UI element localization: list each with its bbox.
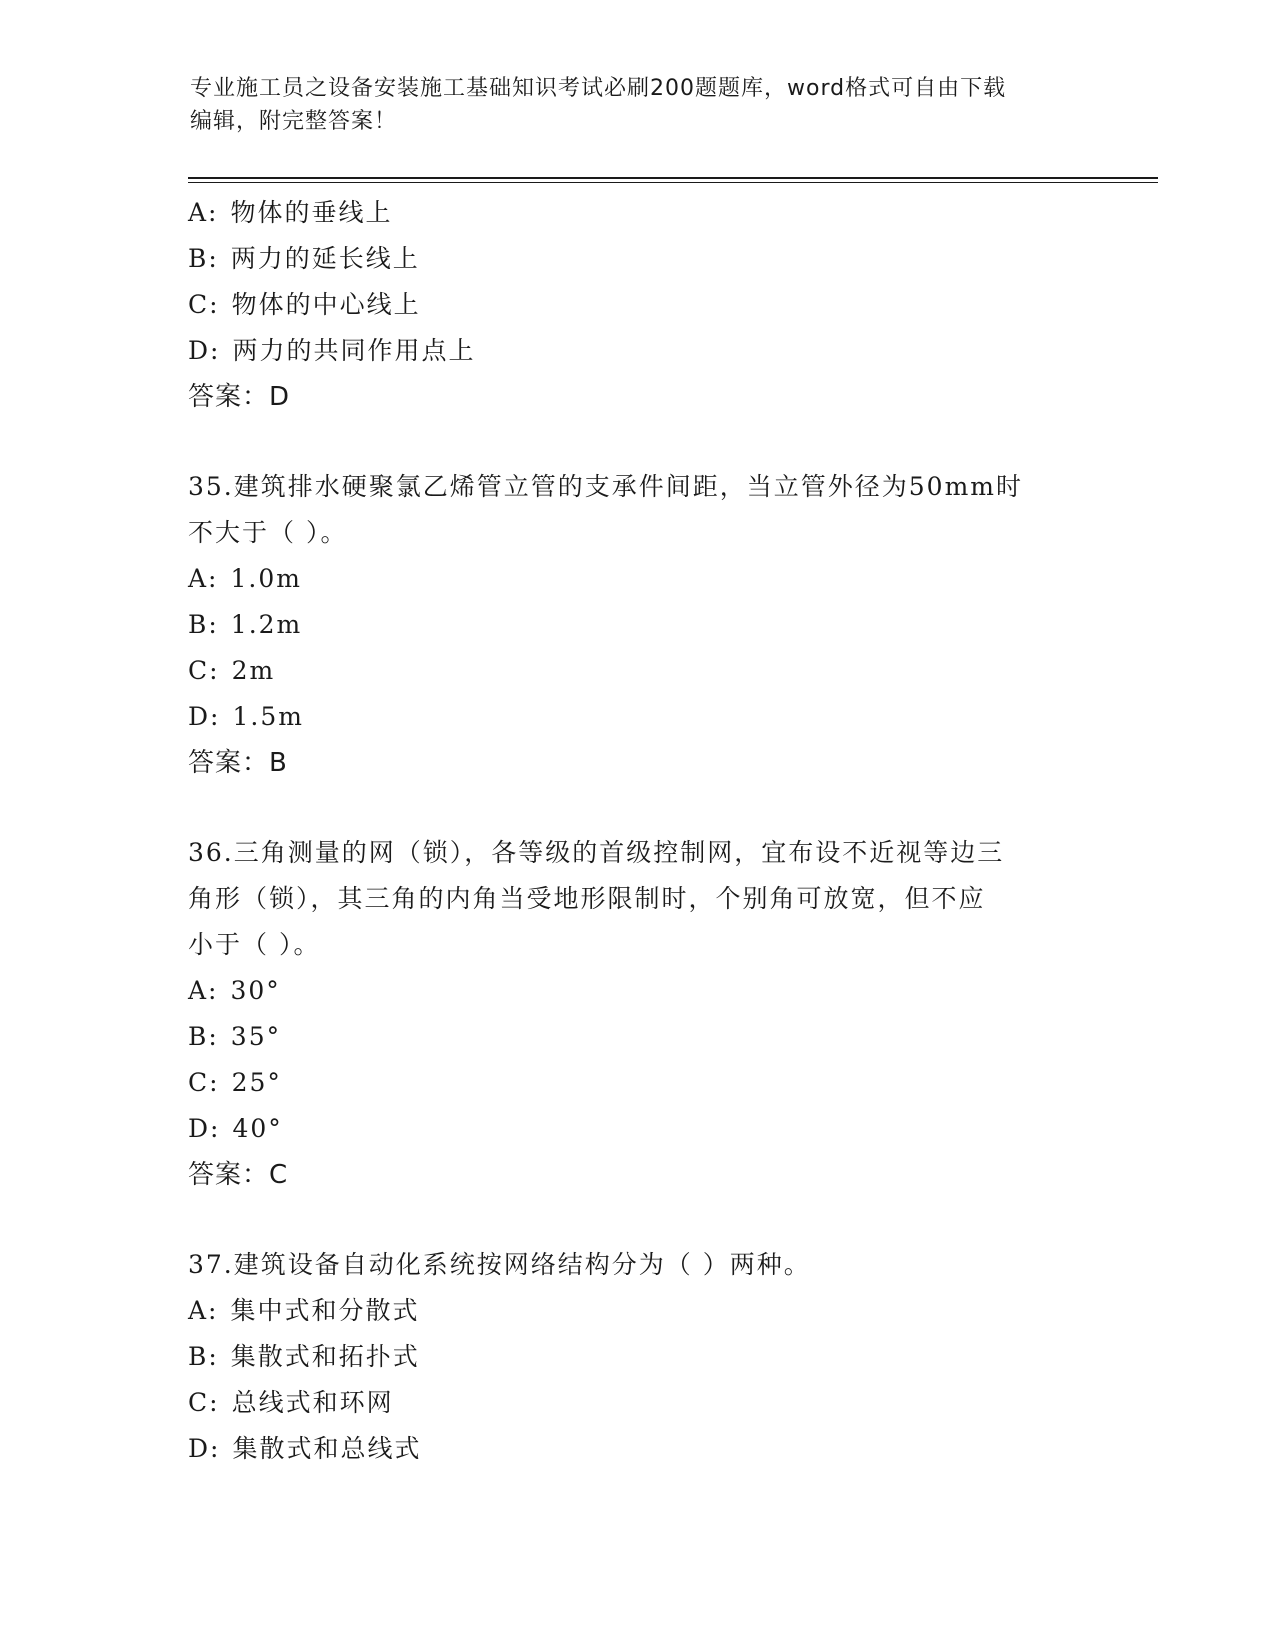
option-text: 1.5m xyxy=(232,702,304,731)
answer-line: 答案：D xyxy=(188,382,291,412)
option-d xyxy=(188,1106,1108,1152)
option-letter: B: xyxy=(188,1022,219,1051)
option-c xyxy=(188,1380,1108,1426)
option-b xyxy=(188,1334,1108,1380)
option-letter: C: xyxy=(188,1388,220,1417)
option-d xyxy=(188,1426,1108,1472)
option-b xyxy=(188,236,1108,282)
question-37 xyxy=(188,1242,1108,1472)
option-text: 物体的中心线上 xyxy=(231,290,421,319)
option-letter: C: xyxy=(188,656,220,685)
question-stem-line: 小于（ ）。 xyxy=(188,930,321,959)
option-letter: A: xyxy=(188,1296,219,1325)
option-c xyxy=(188,282,1108,328)
option-letter: D: xyxy=(188,702,221,731)
option-text: 总线式和环网 xyxy=(231,1388,394,1417)
option-text: 1.0m xyxy=(230,564,302,593)
question-list xyxy=(188,190,1108,1472)
option-text: 30° xyxy=(230,976,281,1005)
document-header xyxy=(190,72,1090,138)
option-a xyxy=(188,1288,1108,1334)
option-text: 两力的延长线上 xyxy=(230,244,420,273)
question-34 xyxy=(188,190,1108,420)
option-a xyxy=(188,556,1108,602)
header-title-line-1: 专业施工员之设备安装施工基础知识考试必刷200题题库，word格式可自由下载 xyxy=(190,76,1007,101)
option-a xyxy=(188,968,1108,1014)
option-d xyxy=(188,694,1108,740)
question-36 xyxy=(188,830,1108,1198)
option-letter: B: xyxy=(188,244,219,273)
option-text: 35° xyxy=(230,1022,282,1051)
header-divider-thick xyxy=(188,177,1158,179)
answer-line: 答案：C xyxy=(188,1160,289,1190)
option-letter: B: xyxy=(188,1342,219,1371)
answer-line: 答案：B xyxy=(188,748,288,778)
option-b xyxy=(188,1014,1108,1060)
question-stem-line: 不大于（ ）。 xyxy=(188,518,348,547)
option-text: 两力的共同作用点上 xyxy=(232,336,476,365)
option-b xyxy=(188,602,1108,648)
option-letter: A: xyxy=(188,564,219,593)
option-c xyxy=(188,1060,1108,1106)
option-text: 25° xyxy=(231,1068,282,1097)
option-letter: C: xyxy=(188,1068,220,1097)
header-divider-thin xyxy=(188,182,1158,183)
option-text: 40° xyxy=(232,1114,283,1143)
question-stem-line: 35.建筑排水硬聚氯乙烯管立管的支承件间距，当立管外径为50mm时 xyxy=(188,472,1023,501)
option-text: 集中式和分散式 xyxy=(230,1296,420,1325)
option-c xyxy=(188,648,1108,694)
option-letter: D: xyxy=(188,336,221,365)
option-text: 1.2m xyxy=(230,610,303,639)
option-d xyxy=(188,328,1108,374)
option-letter: A: xyxy=(188,198,219,227)
option-letter: A: xyxy=(188,976,219,1005)
header-title-line-2: 编辑，附完整答案！ xyxy=(190,109,398,134)
option-letter: C: xyxy=(188,290,220,319)
option-letter: D: xyxy=(188,1434,221,1463)
question-stem-line: 36.三角测量的网（锁），各等级的首级控制网，宜布设不近视等边三 xyxy=(188,838,1005,867)
option-text: 2m xyxy=(231,656,276,685)
option-letter: D: xyxy=(188,1114,221,1143)
question-stem-line: 37.建筑设备自动化系统按网络结构分为（ ）两种。 xyxy=(188,1250,811,1279)
question-stem-line: 角形（锁），其三角的内角当受地形限制时，个别角可放宽，但不应 xyxy=(188,884,986,913)
option-letter: B: xyxy=(188,610,219,639)
option-text: 集散式和拓扑式 xyxy=(230,1342,420,1371)
option-a xyxy=(188,190,1108,236)
option-text: 物体的垂线上 xyxy=(230,198,393,227)
question-35 xyxy=(188,464,1108,786)
option-text: 集散式和总线式 xyxy=(232,1434,422,1463)
